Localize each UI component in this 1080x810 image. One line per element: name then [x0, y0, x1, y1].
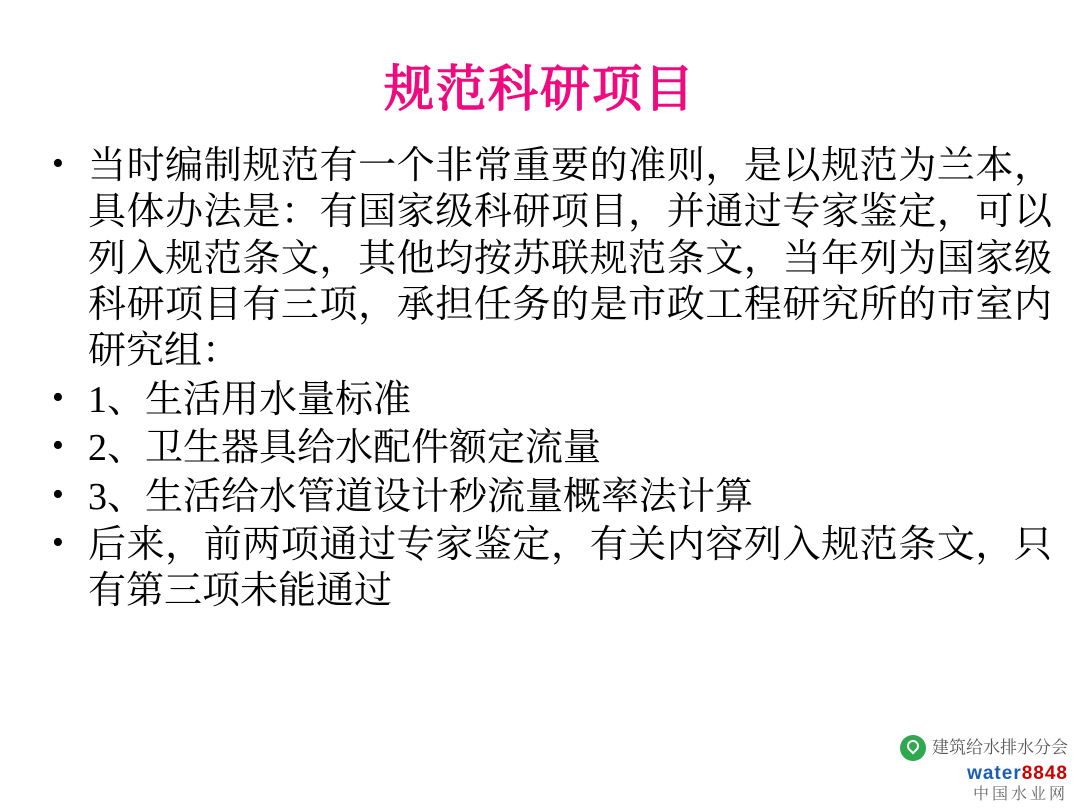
bullet-icon: • [52, 523, 64, 561]
list-item [52, 377, 1052, 423]
list-item-text: 2、卫生器具给水配件额定流量 [88, 427, 602, 470]
list-item [52, 474, 1052, 520]
list-item-text: 后来，前两项通过专家鉴定，有关内容列入规范条文，只有第三项未能通过 [88, 523, 1052, 613]
list-item-text: 当时编制规范有一个非常重要的准则，是以规范为兰本，具体办法是：有国家级科研项目，并通过专家鉴定，可以列入规范条文，其他均按苏联规范条文，当年列为国家级科研项目有三项，承担任务的是市政工程研究所的市室内研究组： [88, 145, 1052, 373]
list-item [52, 143, 1052, 375]
water-drop-icon [900, 735, 926, 761]
watermark-site-name: water [967, 762, 1022, 784]
watermark-account [900, 735, 1068, 761]
bullet-icon: • [52, 427, 64, 465]
content-bullet-list [0, 117, 1080, 615]
list-item-text: 3、生活给水管道设计秒流量概率法计算 [88, 475, 754, 518]
page-title: 规范科研项目 [384, 61, 696, 117]
watermark-site [900, 763, 1068, 785]
bullet-icon: • [52, 475, 64, 513]
bullet-icon: • [52, 378, 64, 416]
watermark-site-number: 8848 [1021, 762, 1068, 784]
bullet-icon: • [52, 145, 64, 182]
watermark-site-cn: 中国水业网 [972, 785, 1068, 803]
list-item-text: 1、生活用水量标准 [88, 378, 412, 421]
watermark-account-label: 建筑给水排水分会 [932, 737, 1068, 757]
list-item [52, 425, 1052, 471]
watermark [900, 735, 1068, 804]
list-item [52, 522, 1052, 615]
